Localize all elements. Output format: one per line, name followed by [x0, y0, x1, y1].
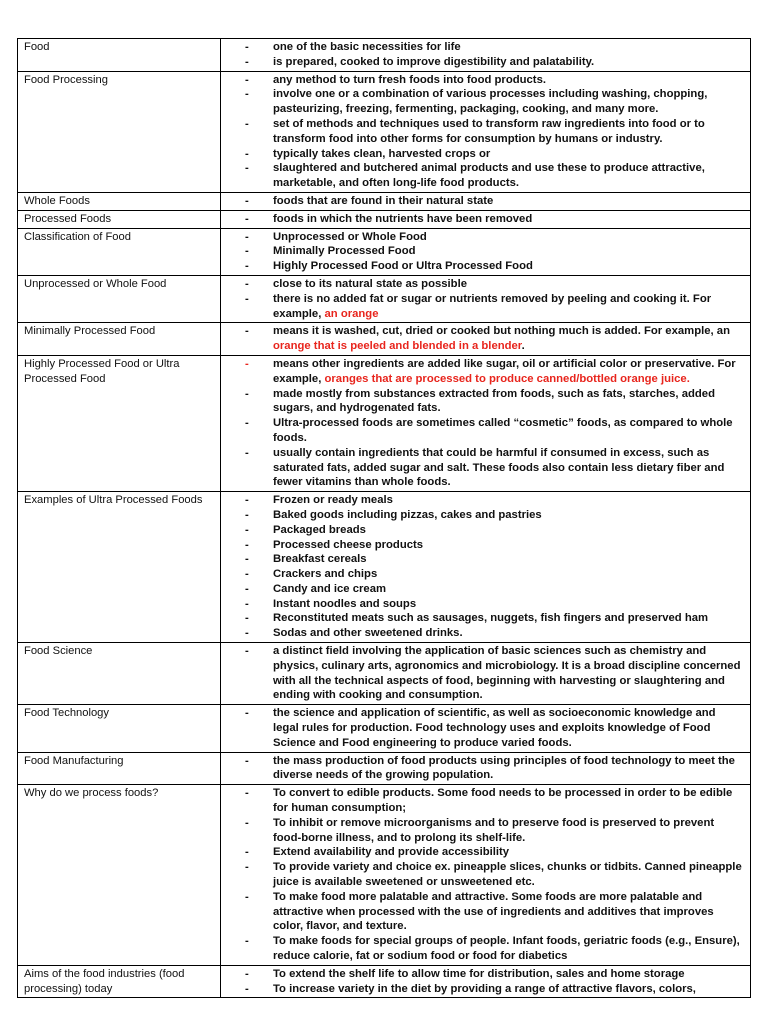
bullet-dash: - — [245, 523, 249, 536]
list-item — [225, 611, 744, 626]
text-segment: foods in which the nutrients have been removed — [273, 212, 533, 225]
text-segment: Minimally Processed Food — [273, 245, 416, 258]
bullet-dash: - — [245, 147, 249, 160]
list-item-text — [273, 40, 744, 55]
table-row — [18, 752, 751, 785]
definition-cell — [221, 785, 751, 966]
text-segment: the mass production of food products using principles of food technology to meet the diverse needs of the growing population. — [273, 754, 735, 782]
term-cell: Classification of Food — [18, 228, 221, 275]
term-cell: Food Technology — [18, 705, 221, 752]
list-item — [225, 508, 744, 523]
highlighted-example: orange that is peeled and blended in a blender — [273, 340, 522, 353]
list-item — [225, 292, 744, 322]
list-item — [225, 194, 744, 209]
definitions-table — [17, 38, 751, 998]
term-cell: Food Science — [18, 643, 221, 705]
bullet-dash: - — [245, 568, 249, 581]
bullet-dash: - — [245, 446, 249, 459]
table-row — [18, 210, 751, 228]
term-cell: Unprocessed or Whole Food — [18, 275, 221, 322]
text-segment: close to its natural state as possible — [273, 277, 467, 290]
list-item — [225, 644, 744, 703]
list-item-text — [273, 230, 744, 245]
list-item-text — [273, 582, 744, 597]
table-row — [18, 492, 751, 643]
bullet-dash: - — [245, 645, 249, 658]
table-row — [18, 785, 751, 966]
definition-cell — [221, 275, 751, 322]
text-segment: usually contain ingredients that could be harmful if consumed in excess, such as saturated fats, added sugar and salt. These foods also contain less dietary fiber and fewer vitamins than whole foods. — [273, 446, 725, 489]
text-segment: Ultra-processed foods are sometimes called “cosmetic” foods, as compared to whole foods. — [273, 417, 733, 444]
list-item-text — [273, 508, 744, 523]
text-segment: Frozen or ready meals — [273, 494, 393, 507]
list-item-text — [273, 259, 744, 274]
list-item — [225, 73, 744, 88]
bullet-dash: - — [245, 230, 249, 243]
bullet-dash: - — [245, 861, 249, 874]
list-item-text — [273, 55, 744, 70]
list-item — [225, 597, 744, 612]
bullet-dash: - — [245, 417, 249, 430]
list-item-text — [273, 845, 744, 860]
list-item — [225, 626, 744, 641]
list-item — [225, 212, 744, 227]
text-segment: one of the basic necessities for life — [273, 41, 461, 53]
list-item — [225, 244, 744, 259]
list-item-text — [273, 244, 744, 259]
bullet-dash: - — [245, 260, 249, 273]
text-segment: Processed cheese products — [273, 538, 424, 551]
text-segment: Baked goods including pizzas, cakes and pastries — [273, 508, 542, 521]
table-row — [18, 643, 751, 705]
list-item-text — [273, 538, 744, 553]
table-row — [18, 71, 751, 192]
highlighted-example: an orange — [324, 307, 379, 320]
text-segment: Crackers and chips — [273, 568, 378, 581]
list-item — [225, 161, 744, 191]
term-cell: Why do we process foods? — [18, 785, 221, 966]
list-item — [225, 754, 744, 784]
table-row — [18, 228, 751, 275]
bullet-dash: - — [245, 292, 249, 305]
list-item — [225, 40, 744, 55]
list-item — [225, 523, 744, 538]
text-segment: To convert to edible products. Some food needs to be processed in order to be edible for human consumption; — [273, 787, 733, 815]
list-item-text — [273, 147, 744, 162]
text-segment: Unprocessed or Whole Food — [273, 230, 427, 243]
bullet-dash: - — [245, 538, 249, 551]
text-segment: Candy and ice cream — [273, 582, 387, 595]
text-segment: . — [521, 340, 525, 353]
list-item-text — [273, 626, 744, 641]
text-segment: To extend the shelf life to allow time for distribution, sales and home storage — [273, 967, 685, 980]
term-cell: Processed Foods — [18, 210, 221, 228]
definition-cell — [221, 210, 751, 228]
bullet-dash: - — [245, 162, 249, 175]
bullet-dash: - — [245, 357, 249, 370]
bullet-dash: - — [245, 194, 249, 207]
list-item — [225, 277, 744, 292]
bullet-dash: - — [245, 245, 249, 258]
definition-cell — [221, 492, 751, 643]
list-item-text — [273, 982, 744, 997]
term-cell: Food — [18, 39, 221, 72]
document-page — [17, 38, 751, 998]
bullet-dash: - — [245, 627, 249, 640]
list-item-text — [273, 73, 744, 88]
list-item-text — [273, 446, 744, 490]
text-segment: set of methods and techniques used to transform raw ingredients into food or to transform food into other forms for consumption by humans or industry. — [273, 117, 705, 145]
list-item — [225, 147, 744, 162]
table-row — [18, 192, 751, 210]
bullet-dash: - — [245, 582, 249, 595]
list-item — [225, 387, 744, 417]
bullet-dash: - — [245, 508, 249, 521]
list-item-text — [273, 754, 744, 784]
list-item-text — [273, 567, 744, 582]
text-segment: typically takes clean, harvested crops or — [273, 147, 491, 160]
definition-cell — [221, 705, 751, 752]
text-segment: made mostly from substances extracted from foods, such as fats, starches, added sugars, and hydrogenated fats. — [273, 387, 715, 415]
bullet-dash: - — [245, 935, 249, 948]
list-item — [225, 117, 744, 147]
table-row — [18, 39, 751, 72]
text-segment: Instant noodles and soups — [273, 597, 417, 610]
list-item — [225, 845, 744, 860]
list-item-text — [273, 967, 744, 982]
list-item — [225, 87, 744, 117]
text-segment: To provide variety and choice ex. pineapple slices, chunks or tidbits. Canned pineapple juice is available sweetened or unsweetened etc. — [273, 861, 742, 889]
list-item-text — [273, 87, 744, 117]
list-item-text — [273, 706, 744, 750]
bullet-dash: - — [245, 707, 249, 720]
bullet-dash: - — [245, 117, 249, 130]
text-segment: Sodas and other sweetened drinks. — [273, 627, 463, 640]
list-item — [225, 416, 744, 446]
definition-cell — [221, 643, 751, 705]
bullet-dash: - — [245, 754, 249, 767]
bullet-dash: - — [245, 212, 249, 225]
text-segment: Breakfast cereals — [273, 553, 367, 566]
term-cell: Aims of the food industries (food processing) today — [18, 965, 221, 998]
list-item-text — [273, 860, 744, 890]
list-item-text — [273, 523, 744, 538]
term-cell: Minimally Processed Food — [18, 323, 221, 356]
text-segment: Extend availability and provide accessibility — [273, 846, 510, 859]
list-item-text — [273, 212, 744, 227]
text-segment: there is no added fat or sugar or nutrients removed by peeling and cooking it. For example, — [273, 292, 712, 320]
definition-cell — [221, 39, 751, 72]
bullet-dash: - — [245, 890, 249, 903]
text-segment: a distinct field involving the application of basic sciences such as chemistry and physics, culinary arts, agronomics and microbiology. It is a broad discipline concerned with all the technical aspects of food, beginning with harvesting or slaughtering and ending with cooking and consumption. — [273, 645, 741, 702]
definition-cell — [221, 228, 751, 275]
bullet-dash: - — [245, 612, 249, 625]
list-item — [225, 357, 744, 387]
list-item-text — [273, 194, 744, 209]
list-item — [225, 934, 744, 964]
bullet-dash: - — [245, 41, 249, 53]
table-row — [18, 275, 751, 322]
list-item — [225, 493, 744, 508]
bullet-dash: - — [245, 846, 249, 859]
definition-cell — [221, 752, 751, 785]
term-cell: Food Manufacturing — [18, 752, 221, 785]
list-item-text — [273, 324, 744, 354]
table-row — [18, 323, 751, 356]
term-cell: Highly Processed Food or Ultra Processed Food — [18, 355, 221, 491]
list-item — [225, 967, 744, 982]
text-segment: foods that are found in their natural state — [273, 194, 494, 207]
list-item-text — [273, 493, 744, 508]
term-cell: Food Processing — [18, 71, 221, 192]
bullet-dash: - — [245, 55, 249, 68]
list-item — [225, 706, 744, 750]
list-item-text — [273, 357, 744, 387]
bullet-dash: - — [245, 816, 249, 829]
list-item-text — [273, 387, 744, 417]
bullet-dash: - — [245, 553, 249, 566]
bullet-dash: - — [245, 597, 249, 610]
text-segment: means other ingredients are added like sugar, oil or artificial color or preservative. For example, — [273, 357, 736, 385]
bullet-dash: - — [245, 73, 249, 86]
bullet-dash: - — [245, 982, 249, 995]
list-item-text — [273, 416, 744, 446]
definition-cell — [221, 965, 751, 998]
list-item-text — [273, 611, 744, 626]
text-segment: Highly Processed Food or Ultra Processed Food — [273, 260, 533, 273]
table-row — [18, 965, 751, 998]
bullet-dash: - — [245, 277, 249, 290]
list-item — [225, 816, 744, 846]
bullet-dash: - — [245, 387, 249, 400]
text-segment: involve one or a combination of various processes including washing, chopping, pasteurizing, freezing, fermenting, packaging, cooking, and many more. — [273, 88, 708, 116]
bullet-dash: - — [245, 88, 249, 101]
table-row — [18, 355, 751, 491]
list-item — [225, 552, 744, 567]
list-item — [225, 446, 744, 490]
list-item — [225, 582, 744, 597]
definition-cell — [221, 71, 751, 192]
list-item-text — [273, 161, 744, 191]
bullet-dash: - — [245, 494, 249, 507]
list-item — [225, 230, 744, 245]
list-item — [225, 324, 744, 354]
text-segment: To make foods for special groups of people. Infant foods, geriatric foods (e.g., Ensure), reduce calorie, fat or sodium food or food for diabetics — [273, 935, 740, 963]
term-cell: Whole Foods — [18, 192, 221, 210]
definition-cell — [221, 355, 751, 491]
text-segment: Reconstituted meats such as sausages, nuggets, fish fingers and preserved ham — [273, 612, 709, 625]
text-segment: any method to turn fresh foods into food products. — [273, 73, 546, 86]
list-item — [225, 538, 744, 553]
text-segment: slaughtered and butchered animal products and use these to produce attractive, marketable, and often long-life food products. — [273, 162, 705, 190]
definitions-table-body — [18, 39, 751, 998]
list-item — [225, 860, 744, 890]
bullet-dash: - — [245, 967, 249, 980]
list-item-text — [273, 277, 744, 292]
definition-cell — [221, 192, 751, 210]
list-item-text — [273, 890, 744, 934]
text-segment: To inhibit or remove microorganisms and to preserve food is preserved to prevent food-borne illness, and to prolong its shelf-life. — [273, 816, 715, 844]
text-segment: is prepared, cooked to improve digestibility and palatability. — [273, 55, 595, 68]
list-item-text — [273, 552, 744, 567]
list-item — [225, 890, 744, 934]
list-item — [225, 982, 744, 997]
list-item-text — [273, 597, 744, 612]
list-item — [225, 786, 744, 816]
highlighted-example: oranges that are processed to produce canned/bottled orange juice. — [324, 372, 690, 385]
bullet-dash: - — [245, 787, 249, 800]
list-item-text — [273, 292, 744, 322]
list-item — [225, 567, 744, 582]
list-item-text — [273, 117, 744, 147]
text-segment: means it is washed, cut, dried or cooked but nothing much is added. For example, an — [273, 325, 730, 338]
text-segment: To increase variety in the diet by providing a range of attractive flavors, colors, — [273, 982, 696, 995]
list-item — [225, 259, 744, 274]
definition-cell — [221, 323, 751, 356]
term-cell: Examples of Ultra Processed Foods — [18, 492, 221, 643]
text-segment: the science and application of scientific, as well as socioeconomic knowledge and legal rules for production. Food technology uses and exploits knowledge of Food Science and Food engineering to produce varied foods. — [273, 707, 716, 749]
list-item-text — [273, 816, 744, 846]
table-row — [18, 705, 751, 752]
text-segment: Packaged breads — [273, 523, 366, 536]
list-item-text — [273, 786, 744, 816]
list-item — [225, 55, 744, 70]
list-item-text — [273, 934, 744, 964]
bullet-dash: - — [245, 325, 249, 338]
list-item-text — [273, 644, 744, 703]
text-segment: To make food more palatable and attractive. Some foods are more palatable and attractive when processed with the use of ingredients and additives that improves color, flavor, and texture. — [273, 890, 714, 933]
